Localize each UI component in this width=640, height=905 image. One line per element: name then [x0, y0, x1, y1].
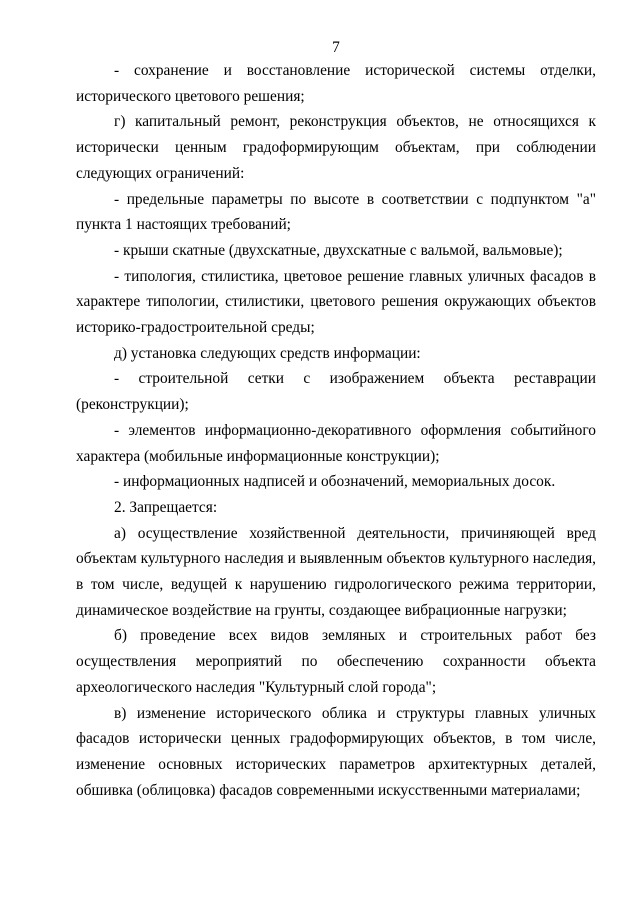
paragraph: - предельные параметры по высоте в соответствии с подпунктом "а" пункта 1 настоящих требований; — [76, 190, 596, 234]
paragraph: - типология, стилистика, цветовое решение главных уличных фасадов в характере типологии, стилистики, цветового решения окружающих объектов историко-градостроительной среды; — [76, 267, 596, 337]
paragraph: - сохранение и восстановление исторической системы отделки, исторического цветового решения; — [76, 62, 596, 105]
paragraph: - информационных надписей и обозначений, мемориальных досок. — [114, 473, 556, 491]
paragraph: - элементов информационно-декоративного оформления событийного характера (мобильные информационные конструкции); — [76, 421, 596, 465]
paragraph: - строительной сетки с изображением объекта реставрации (реконструкции); — [76, 370, 596, 414]
page-number: 7 — [332, 39, 340, 56]
paragraph: г) капитальный ремонт, реконструкция объектов, не относящихся к исторически ценным градоформирующим объектам, при соблюдении следующих ограничений: — [76, 113, 596, 182]
paragraph: - крыши скатные (двухскатные, двухскатные с вальмой, вальмовые); — [114, 241, 563, 259]
paragraph: б) проведение всех видов земляных и строительных работ без осуществления мероприятий по обеспечению сохранности объекта археологического наследия "Культурный слой города"; — [76, 627, 596, 696]
paragraph: в) изменение исторического облика и структуры главных уличных фасадов исторически ценных градоформирующих объектов, в том числе, изменение основных исторических параметров архитектурных деталей, обшивка (облицовка) фасадов современными искусственными материалами; — [76, 704, 596, 799]
paragraph: а) осуществление хозяйственной деятельности, причиняющей вред объектам культурного наследия и выявленным объектов культурного наследия, в том числе, ведущей к нарушению гидрологического режима территории, динамическое воздействие на грунты, создающее вибрационные нагрузки; — [76, 524, 596, 619]
paragraph: д) установка следующих средств информации: — [114, 344, 421, 362]
paragraph: 2. Запрещается: — [114, 498, 218, 516]
